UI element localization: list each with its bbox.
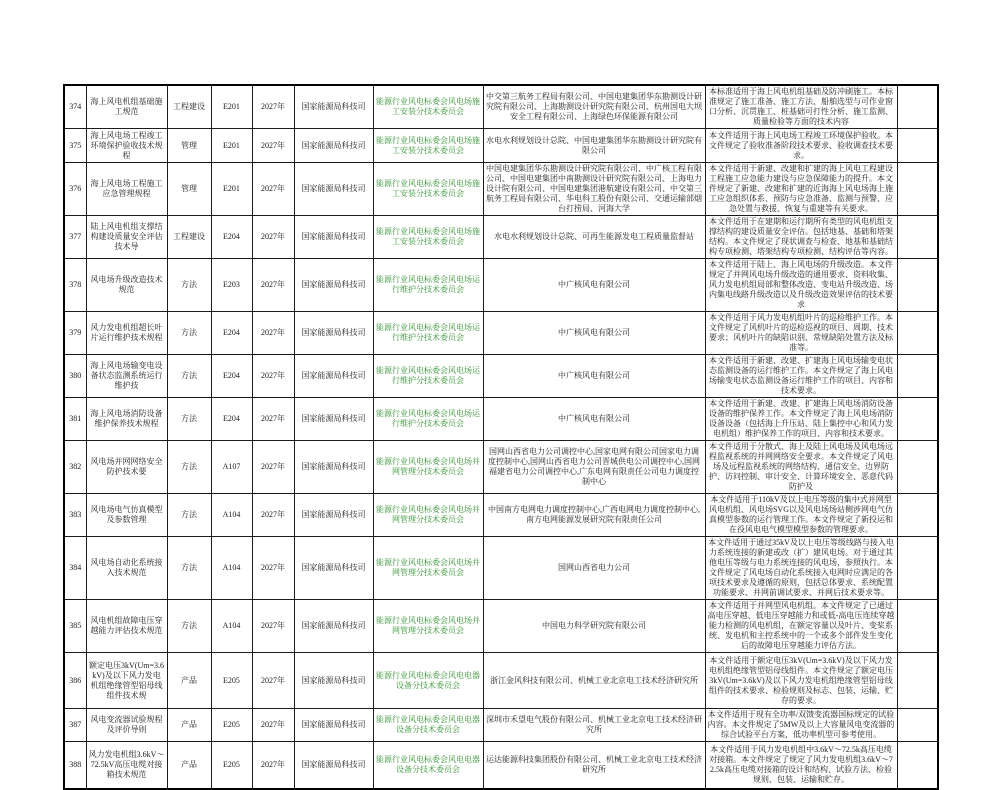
scope-cell: 本文件适用于额定电压3kV(Um=3.6kV)及以下风力发电机组绝缘管型铝母线组件。本文件规定了额定电压3kV(Um=3.6kV)及以下风力发电机组绝缘管型铝母线组件的技术要求、检验规则及标志、包装、运输、贮存的要求。 [705,653,897,709]
standard-code-cell: A104 [211,494,252,537]
scope-cell: 本文件适用于新建、改建和扩建的海上风电工程建设工程施工应急能力建设与应急保障能力的提升。本文件规定了新建、改建和扩建的近海海上风电场海上施工应急组织体系、预防与应急准备、监测与预警、应急处置与救援、恢复与重建等有关要求。 [705,163,897,216]
project-name-cell: 陆上风电机组支撑结构建设质量安全评估技术导 [86,216,167,259]
department-cell: 国家能源局科技司 [294,742,373,789]
department-cell: 国家能源局科技司 [294,163,373,216]
standard-code-cell: E204 [211,312,252,355]
completion-year-cell: 2027年 [252,653,294,709]
department-cell: 国家能源局科技司 [294,537,373,600]
table-row [64,709,938,742]
committee-cell: 能源行业风电标委会风电场运行维护分技术委员会 [373,355,483,398]
note-cell [897,653,938,709]
committee-cell: 能源行业风电标委会风电场施工安装分技术委员会 [373,85,483,129]
department-cell: 国家能源局科技司 [294,312,373,355]
department-cell: 国家能源局科技司 [294,355,373,398]
drafting-orgs-cell: 中广核风电有限公司 [483,355,705,398]
plan-type-cell: 方法 [167,355,211,398]
drafting-orgs-cell: 中国电建集团华东勘测设计研究院有限公司、中广核工程有限公司、中国电建集团中南勘测设计研究院有限公司、上海电力设计院有限公司、中国电建集团港航建设有限公司、中交第三航务工程局有限公司、华电科工股份有限公司、交通运输部烟台打捞局、河海大学 [483,163,705,216]
row-number-cell: 385 [64,600,86,653]
row-number-cell: 383 [64,494,86,537]
plan-type-cell: 产品 [167,709,211,742]
completion-year-cell: 2027年 [252,355,294,398]
standard-code-cell: E205 [211,709,252,742]
committee-cell: 能源行业风电标委会风电场施工安装分技术委员会 [373,163,483,216]
committee-cell: 能源行业风电标委会风电场并网管理分技术委员会 [373,537,483,600]
table-row [64,398,938,441]
scope-cell: 本文件适用于在建期和运行期所有类型的风电机组支撑结构的建设质量安全评估。包括地基、基础和塔架结构。本文件规定了现状调查与检查、地基和基础结构专项检测、塔架结构专项检测、结构评估等内容。 [705,216,897,259]
note-cell [897,398,938,441]
standard-code-cell: E205 [211,653,252,709]
department-cell: 国家能源局科技司 [294,441,373,494]
scope-cell: 本文件适用于并网型风电机组。本文件规定了已通过高电压穿越、低电压穿越能力和或低-高电压连续穿越能力检测的风电机组，在额定容量以及叶片、变桨系统、发电机和主控系统中的一个或多个部件发生变化后的故障电压穿越能力评估方法。 [705,600,897,653]
committee-cell: 能源行业风电标委会风电场并网管理分技术委员会 [373,600,483,653]
plan-type-cell: 方法 [167,441,211,494]
table-row [64,163,938,216]
table-row [64,653,938,709]
drafting-orgs-cell: 水电水利规划设计总院、中国电建集团华东勘测设计研究院有限公司 [483,129,705,163]
note-cell [897,259,938,312]
note-cell [897,709,938,742]
row-number-cell: 375 [64,129,86,163]
scope-cell: 本文件适用于风力发电机组中3.6kV～72.5k高压电缆对接箱。本文件规定了规定了风力发电机组3.6kV～72.5k高压电缆对接箱的设计和结构、试验方法、检验规则、包装、运输和贮存。 [705,742,897,789]
scope-cell: 本文件适用于分散式、海上及陆上风电场及风电场远程监视系统的并网网络安全要求。本文件规定了风电场及远程监视系统的网络结构、通信安全、边界防护、访问控制、审计安全、计算环境安全、恶意代码防护及 [705,441,897,494]
scope-cell: 本文件适用于新建、改建、扩建海上风电场输变电状态监测设备的运行维护工作。本文件规定了海上风电场输变电状态监测设备运行维护工作的项目、内容和技术要求。 [705,355,897,398]
plan-type-cell: 方法 [167,494,211,537]
project-name-cell: 风电场电气仿真模型及参数管理 [86,494,167,537]
table-row [64,441,938,494]
project-name-cell: 风电场并网网络安全防护技术要 [86,441,167,494]
drafting-orgs-cell: 国网山西省电力公司 [483,537,705,600]
note-cell [897,163,938,216]
row-number-cell: 386 [64,653,86,709]
plan-type-cell: 方法 [167,537,211,600]
scope-cell: 本文件适用于海上风电场工程竣工环境保护验收。本文件规定了验收准备阶段技术要求、验收调查技术要求。 [705,129,897,163]
standard-code-cell: A104 [211,537,252,600]
completion-year-cell: 2027年 [252,742,294,789]
committee-cell: 能源行业风电标委会风电场运行维护分技术委员会 [373,312,483,355]
department-cell: 国家能源局科技司 [294,398,373,441]
drafting-orgs-cell: 中交第三航务工程局有限公司、中国电建集团华东勘测设计研究院有限公司、上海勘测设计研究院有限公司、杭州国电大坝安全工程有限公司、上海绿色环保能源有限公司 [483,85,705,129]
standard-code-cell: E203 [211,259,252,312]
department-cell: 国家能源局科技司 [294,259,373,312]
table-row [64,600,938,653]
table-row [64,216,938,259]
note-cell [897,85,938,129]
row-number-cell: 378 [64,259,86,312]
row-number-cell: 388 [64,742,86,789]
department-cell: 国家能源局科技司 [294,129,373,163]
completion-year-cell: 2027年 [252,259,294,312]
project-name-cell: 海上风电场工程竣工环境保护验收技术规程 [86,129,167,163]
department-cell: 国家能源局科技司 [294,653,373,709]
department-cell: 国家能源局科技司 [294,494,373,537]
row-number-cell: 387 [64,709,86,742]
table-row [64,312,938,355]
completion-year-cell: 2027年 [252,216,294,259]
standard-code-cell: E201 [211,163,252,216]
plan-type-cell: 管理 [167,163,211,216]
table-row [64,85,938,129]
standards-plan-table [63,84,939,790]
standard-code-cell: E201 [211,129,252,163]
standard-code-cell: E205 [211,742,252,789]
drafting-orgs-cell: 中国电力科学研究院有限公司 [483,600,705,653]
committee-cell: 能源行业风电标委会风电场施工安装分技术委员会 [373,216,483,259]
project-name-cell: 风电场自动化系统接入技术规范 [86,537,167,600]
note-cell [897,600,938,653]
drafting-orgs-cell: 深圳市禾望电气股份有限公司、机械工业北京电工技术经济研究所 [483,709,705,742]
note-cell [897,742,938,789]
plan-type-cell: 产品 [167,653,211,709]
scope-cell: 本文件适用于现有全功率/双馈变流器国标规定的试验内容。本文件规定了5MW及以上大容量风电变流器的综合试验平台方案，低功率机型可参考使用。 [705,709,897,742]
table-row [64,537,938,600]
committee-cell: 能源行业风电标委会风电场运行维护分技术委员会 [373,398,483,441]
scope-cell: 本文件适用于新建、改建、扩建海上风电场消防设备设备的维护保养工作。本文件规定了海上风电场消防设备设备（包括海上升压站、陆上集控中心和风力发电机组）维护保养工作的项目、内容和技术要求。 [705,398,897,441]
project-name-cell: 海上风电场工程施工应急管理规程 [86,163,167,216]
committee-cell: 能源行业风电标委会风电电器设备分技术委员会 [373,653,483,709]
drafting-orgs-cell: 中国南方电网电力调度控制中心,广西电网电力调度控制中心,南方电网能源发展研究院有限责任公司 [483,494,705,537]
row-number-cell: 374 [64,85,86,129]
completion-year-cell: 2027年 [252,494,294,537]
row-number-cell: 377 [64,216,86,259]
scope-cell: 本文件适用于风力发电机组叶片的巡检维护工作。本文件规定了风机叶片的巡检巡视的项目、周期、技术要求；风机叶片的缺陷识别、常规缺陷处置方法及标准等。 [705,312,897,355]
completion-year-cell: 2027年 [252,129,294,163]
plan-type-cell: 产品 [167,742,211,789]
standard-code-cell: E204 [211,216,252,259]
standard-code-cell: A104 [211,600,252,653]
project-name-cell: 海上风电机组基础施工规范 [86,85,167,129]
drafting-orgs-cell: 浙江金风科技有限公司、机械工业北京电工技术经济研究所 [483,653,705,709]
drafting-orgs-cell: 运达能源科技集团股份有限公司、机械工业北京电工技术经济研究所 [483,742,705,789]
scope-cell: 本标准适用于海上风电机组基础及防冲刷施工。本标准规定了施工准备、施工方法、船舶选型与可作业窗口分析、沉贯施工、桩基础可打性分析、施工监测、质量检验等方面的技术内容 [705,85,897,129]
plan-type-cell: 管理 [167,129,211,163]
completion-year-cell: 2027年 [252,398,294,441]
table-row [64,259,938,312]
row-number-cell: 381 [64,398,86,441]
row-number-cell: 382 [64,441,86,494]
committee-cell: 能源行业风电标委会风电电器设备分技术委员会 [373,742,483,789]
table-row [64,494,938,537]
drafting-orgs-cell: 水电水利规划设计总院、可再生能源发电工程质量监督站 [483,216,705,259]
note-cell [897,312,938,355]
department-cell: 国家能源局科技司 [294,709,373,742]
scope-cell: 本文件适用于110kV及以上电压等级的集中式并网型风电机组、风电场SVG以及风电场场站侧涉网电气仿真模型参数的运行管理工作。本文件规定了新投运和在役风电电气模型模型参数的管理要求。 [705,494,897,537]
committee-cell: 能源行业风电标委会风电电器设备分技术委员会 [373,709,483,742]
standard-code-cell: E204 [211,355,252,398]
row-number-cell: 379 [64,312,86,355]
project-name-cell: 海上风电场消防设备维护保养技术规程 [86,398,167,441]
project-name-cell: 额定电压3kV(Um=3.6kV)及以下风力发电机组绝缘管型铝母线组件技术规 [86,653,167,709]
note-cell [897,494,938,537]
table-row [64,129,938,163]
completion-year-cell: 2027年 [252,709,294,742]
project-name-cell: 海上风电场输变电设备状态监测系统运行维护技 [86,355,167,398]
plan-type-cell: 方法 [167,259,211,312]
completion-year-cell: 2027年 [252,312,294,355]
completion-year-cell: 2027年 [252,163,294,216]
committee-cell: 能源行业风电标委会风电场施工安装分技术委员会 [373,129,483,163]
department-cell: 国家能源局科技司 [294,216,373,259]
drafting-orgs-cell: 中广核风电有限公司 [483,398,705,441]
project-name-cell: 风电场升级改造技术规范 [86,259,167,312]
project-name-cell: 风力发电机组超长叶片运行维护技术规程 [86,312,167,355]
row-number-cell: 380 [64,355,86,398]
completion-year-cell: 2027年 [252,537,294,600]
committee-cell: 能源行业风电标委会风电场运行维护分技术委员会 [373,259,483,312]
scope-cell: 本文件适用于通过35kV及以上电压等级线路与接入电力系统连接的新建或改（扩）建风电场。对于通过其他电压等级与电力系统连接的风电场，参照执行。本文件规定了风电场自动化系统接入电网时应满足的各项技术要求及遵循的原则，包括总体要求、系统配置功能要求、并网前调试要求、并网后技术要求等。 [705,537,897,600]
project-name-cell: 风力发电机组3.6kV～72.5kV高压电缆对接箱技术规范 [86,742,167,789]
project-name-cell: 风电变流器试验规程及评价导则 [86,709,167,742]
plan-type-cell: 方法 [167,600,211,653]
standard-code-cell: E201 [211,85,252,129]
note-cell [897,216,938,259]
note-cell [897,129,938,163]
row-number-cell: 376 [64,163,86,216]
plan-type-cell: 方法 [167,312,211,355]
drafting-orgs-cell: 中广核风电有限公司 [483,259,705,312]
completion-year-cell: 2027年 [252,441,294,494]
note-cell [897,441,938,494]
completion-year-cell: 2027年 [252,85,294,129]
department-cell: 国家能源局科技司 [294,85,373,129]
table-body [64,85,938,789]
drafting-orgs-cell: 国网山西省电力公司调控中心,国家电网有限公司国家电力调度控制中心,国网山西省电力公司晋城供电公司调控中心,国网福建省电力公司调控中心,广东电网有限责任公司电力调度控制中心 [483,441,705,494]
project-name-cell: 风电机组故障电压穿越能力评估技术规范 [86,600,167,653]
plan-type-cell: 工程建设 [167,216,211,259]
row-number-cell: 384 [64,537,86,600]
department-cell: 国家能源局科技司 [294,600,373,653]
plan-type-cell: 方法 [167,398,211,441]
standards-plan-table-page [63,84,937,790]
table-row [64,355,938,398]
committee-cell: 能源行业风电标委会风电场并网管理分技术委员会 [373,494,483,537]
note-cell [897,355,938,398]
completion-year-cell: 2027年 [252,600,294,653]
committee-cell: 能源行业风电标委会风电场并网管理分技术委员会 [373,441,483,494]
standard-code-cell: E204 [211,398,252,441]
note-cell [897,537,938,600]
table-row [64,742,938,789]
standard-code-cell: A107 [211,441,252,494]
scope-cell: 本文件适用于陆上、海上风电场的升级改造。本文件规定了并网风电场升级改造的通用要求、资料收集、风力发电机组局部和整体改造、变电站升级改造、场内集电线路升级改造以及升级改造效果评估的技术要求 [705,259,897,312]
drafting-orgs-cell: 中广核风电有限公司 [483,312,705,355]
plan-type-cell: 工程建设 [167,85,211,129]
